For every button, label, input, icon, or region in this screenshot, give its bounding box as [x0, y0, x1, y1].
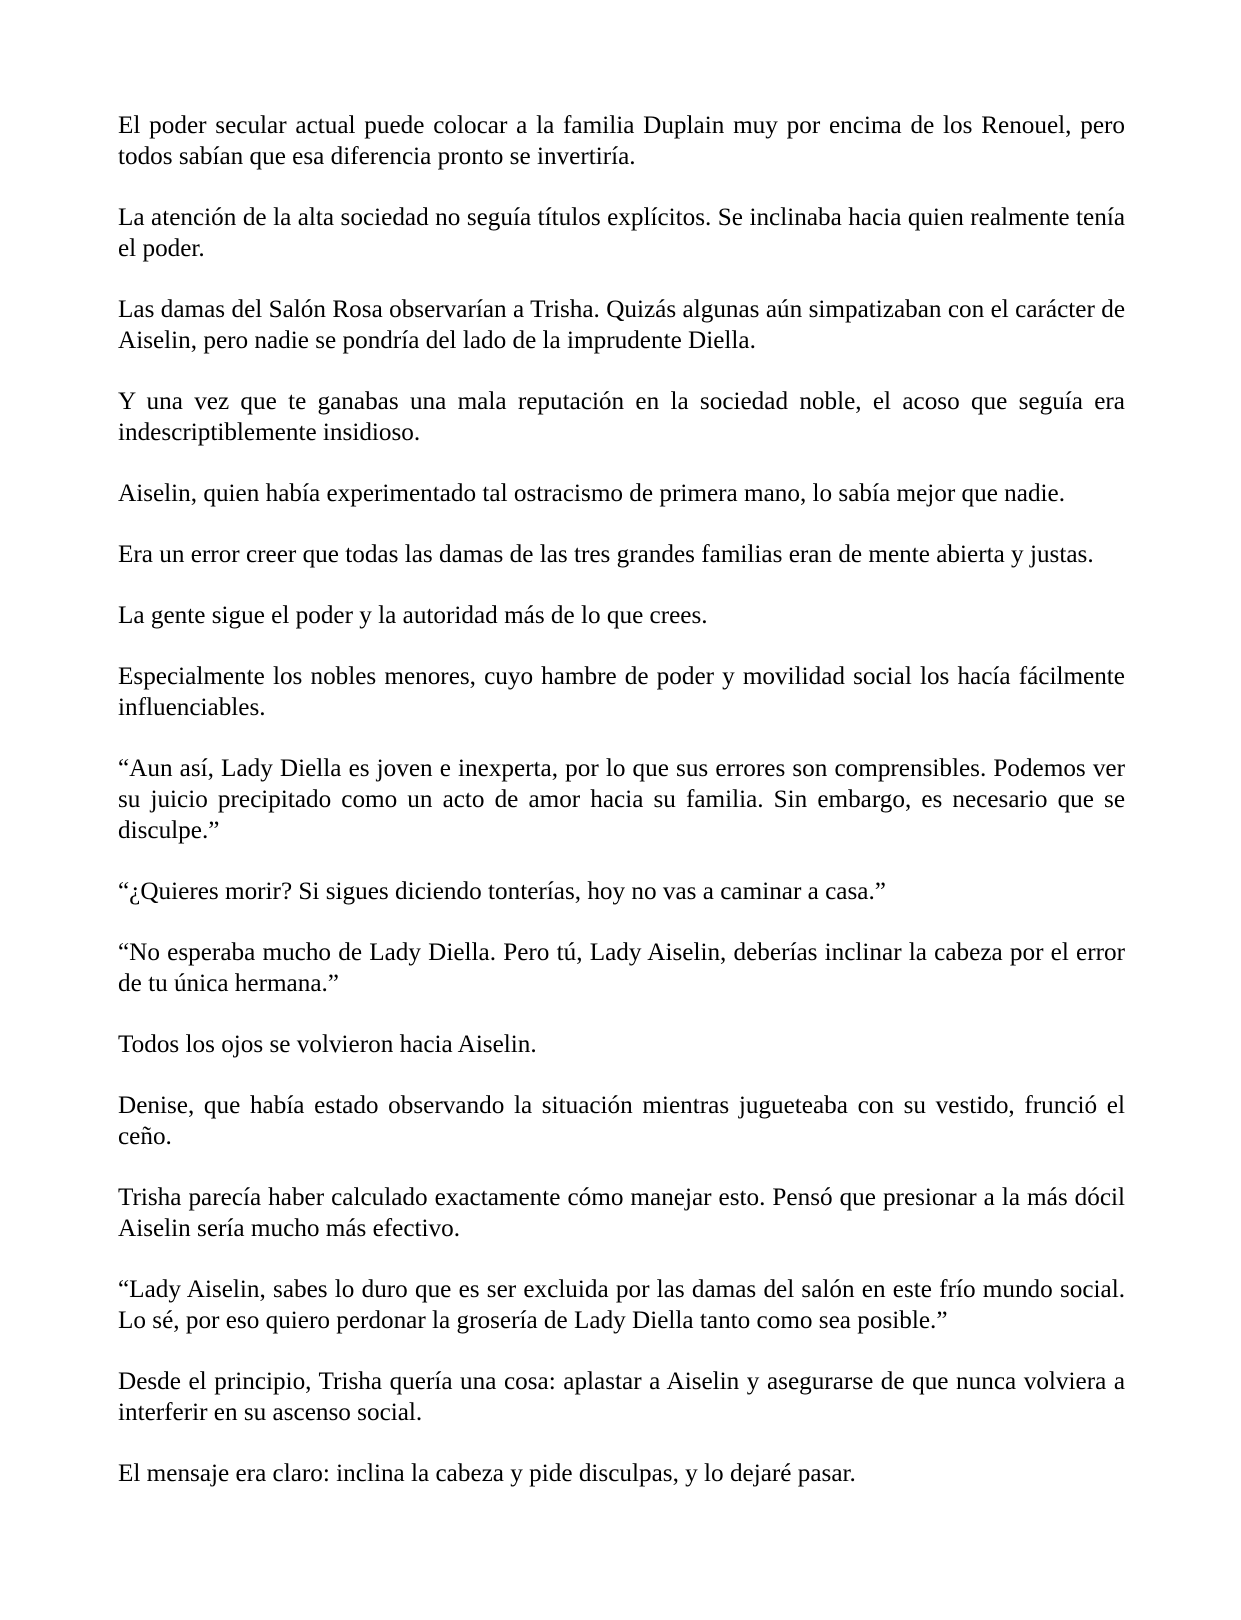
paragraph-2: La atención de la alta sociedad no seguía títulos explícitos. Se inclinaba hacia quien realmente tenía el poder. [118, 204, 1125, 262]
paragraph-6: Era un error creer que todas las damas de las tres grandes familias eran de mente abierta y justas. [118, 541, 1094, 568]
paragraph-17: El mensaje era claro: inclina la cabeza y pide disculpas, y lo dejaré pasar. [118, 1460, 856, 1487]
paragraph-7: La gente sigue el poder y la autoridad más de lo que crees. [118, 602, 708, 629]
paragraph-12: Todos los ojos se volvieron hacia Aiselin. [118, 1031, 537, 1058]
paragraph-15: “Lady Aiselin, sabes lo duro que es ser excluida por las damas del salón en este frío mundo social. Lo sé, por eso quiero perdonar la grosería de Lady Diella tanto como sea posible.” [118, 1276, 1125, 1334]
paragraph-1: El poder secular actual puede colocar a la familia Duplain muy por encima de los Renouel, pero todos sabían que esa diferencia pronto se invertiría. [118, 112, 1125, 170]
paragraph-4: Y una vez que te ganabas una mala reputación en la sociedad noble, el acoso que seguía era indescriptiblemente insidioso. [118, 388, 1125, 446]
paragraph-5: Aiselin, quien había experimentado tal ostracismo de primera mano, lo sabía mejor que nadie. [118, 480, 1066, 507]
paragraph-13: Denise, que había estado observando la situación mientras jugueteaba con su vestido, frunció el ceño. [118, 1092, 1125, 1150]
paragraph-16: Desde el principio, Trisha quería una cosa: aplastar a Aiselin y asegurarse de que nunca volviera a interferir en su ascenso social. [118, 1368, 1125, 1426]
paragraph-14: Trisha parecía haber calculado exactamente cómo manejar esto. Pensó que presionar a la más dócil Aiselin sería mucho más efectivo. [118, 1184, 1125, 1242]
paragraph-8: Especialmente los nobles menores, cuyo hambre de poder y movilidad social los hacía fácilmente influenciables. [118, 663, 1125, 721]
paragraph-9: “Aun así, Lady Diella es joven e inexperta, por lo que sus errores son comprensibles. Podemos ver su juicio precipitado como un acto de amor hacia su familia. Sin embargo, es necesario que se disculpe.” [118, 755, 1125, 844]
paragraph-3: Las damas del Salón Rosa observarían a Trisha. Quizás algunas aún simpatizaban con el carácter de Aiselin, pero nadie se pondría del lado de la imprudente Diella. [118, 296, 1125, 354]
paragraph-11: “No esperaba mucho de Lady Diella. Pero tú, Lady Aiselin, deberías inclinar la cabeza por el error de tu única hermana.” [118, 939, 1125, 997]
paragraph-10: “¿Quieres morir? Si sigues diciendo tonterías, hoy no vas a caminar a casa.” [118, 878, 886, 905]
document-page [118, 110, 1125, 1519]
